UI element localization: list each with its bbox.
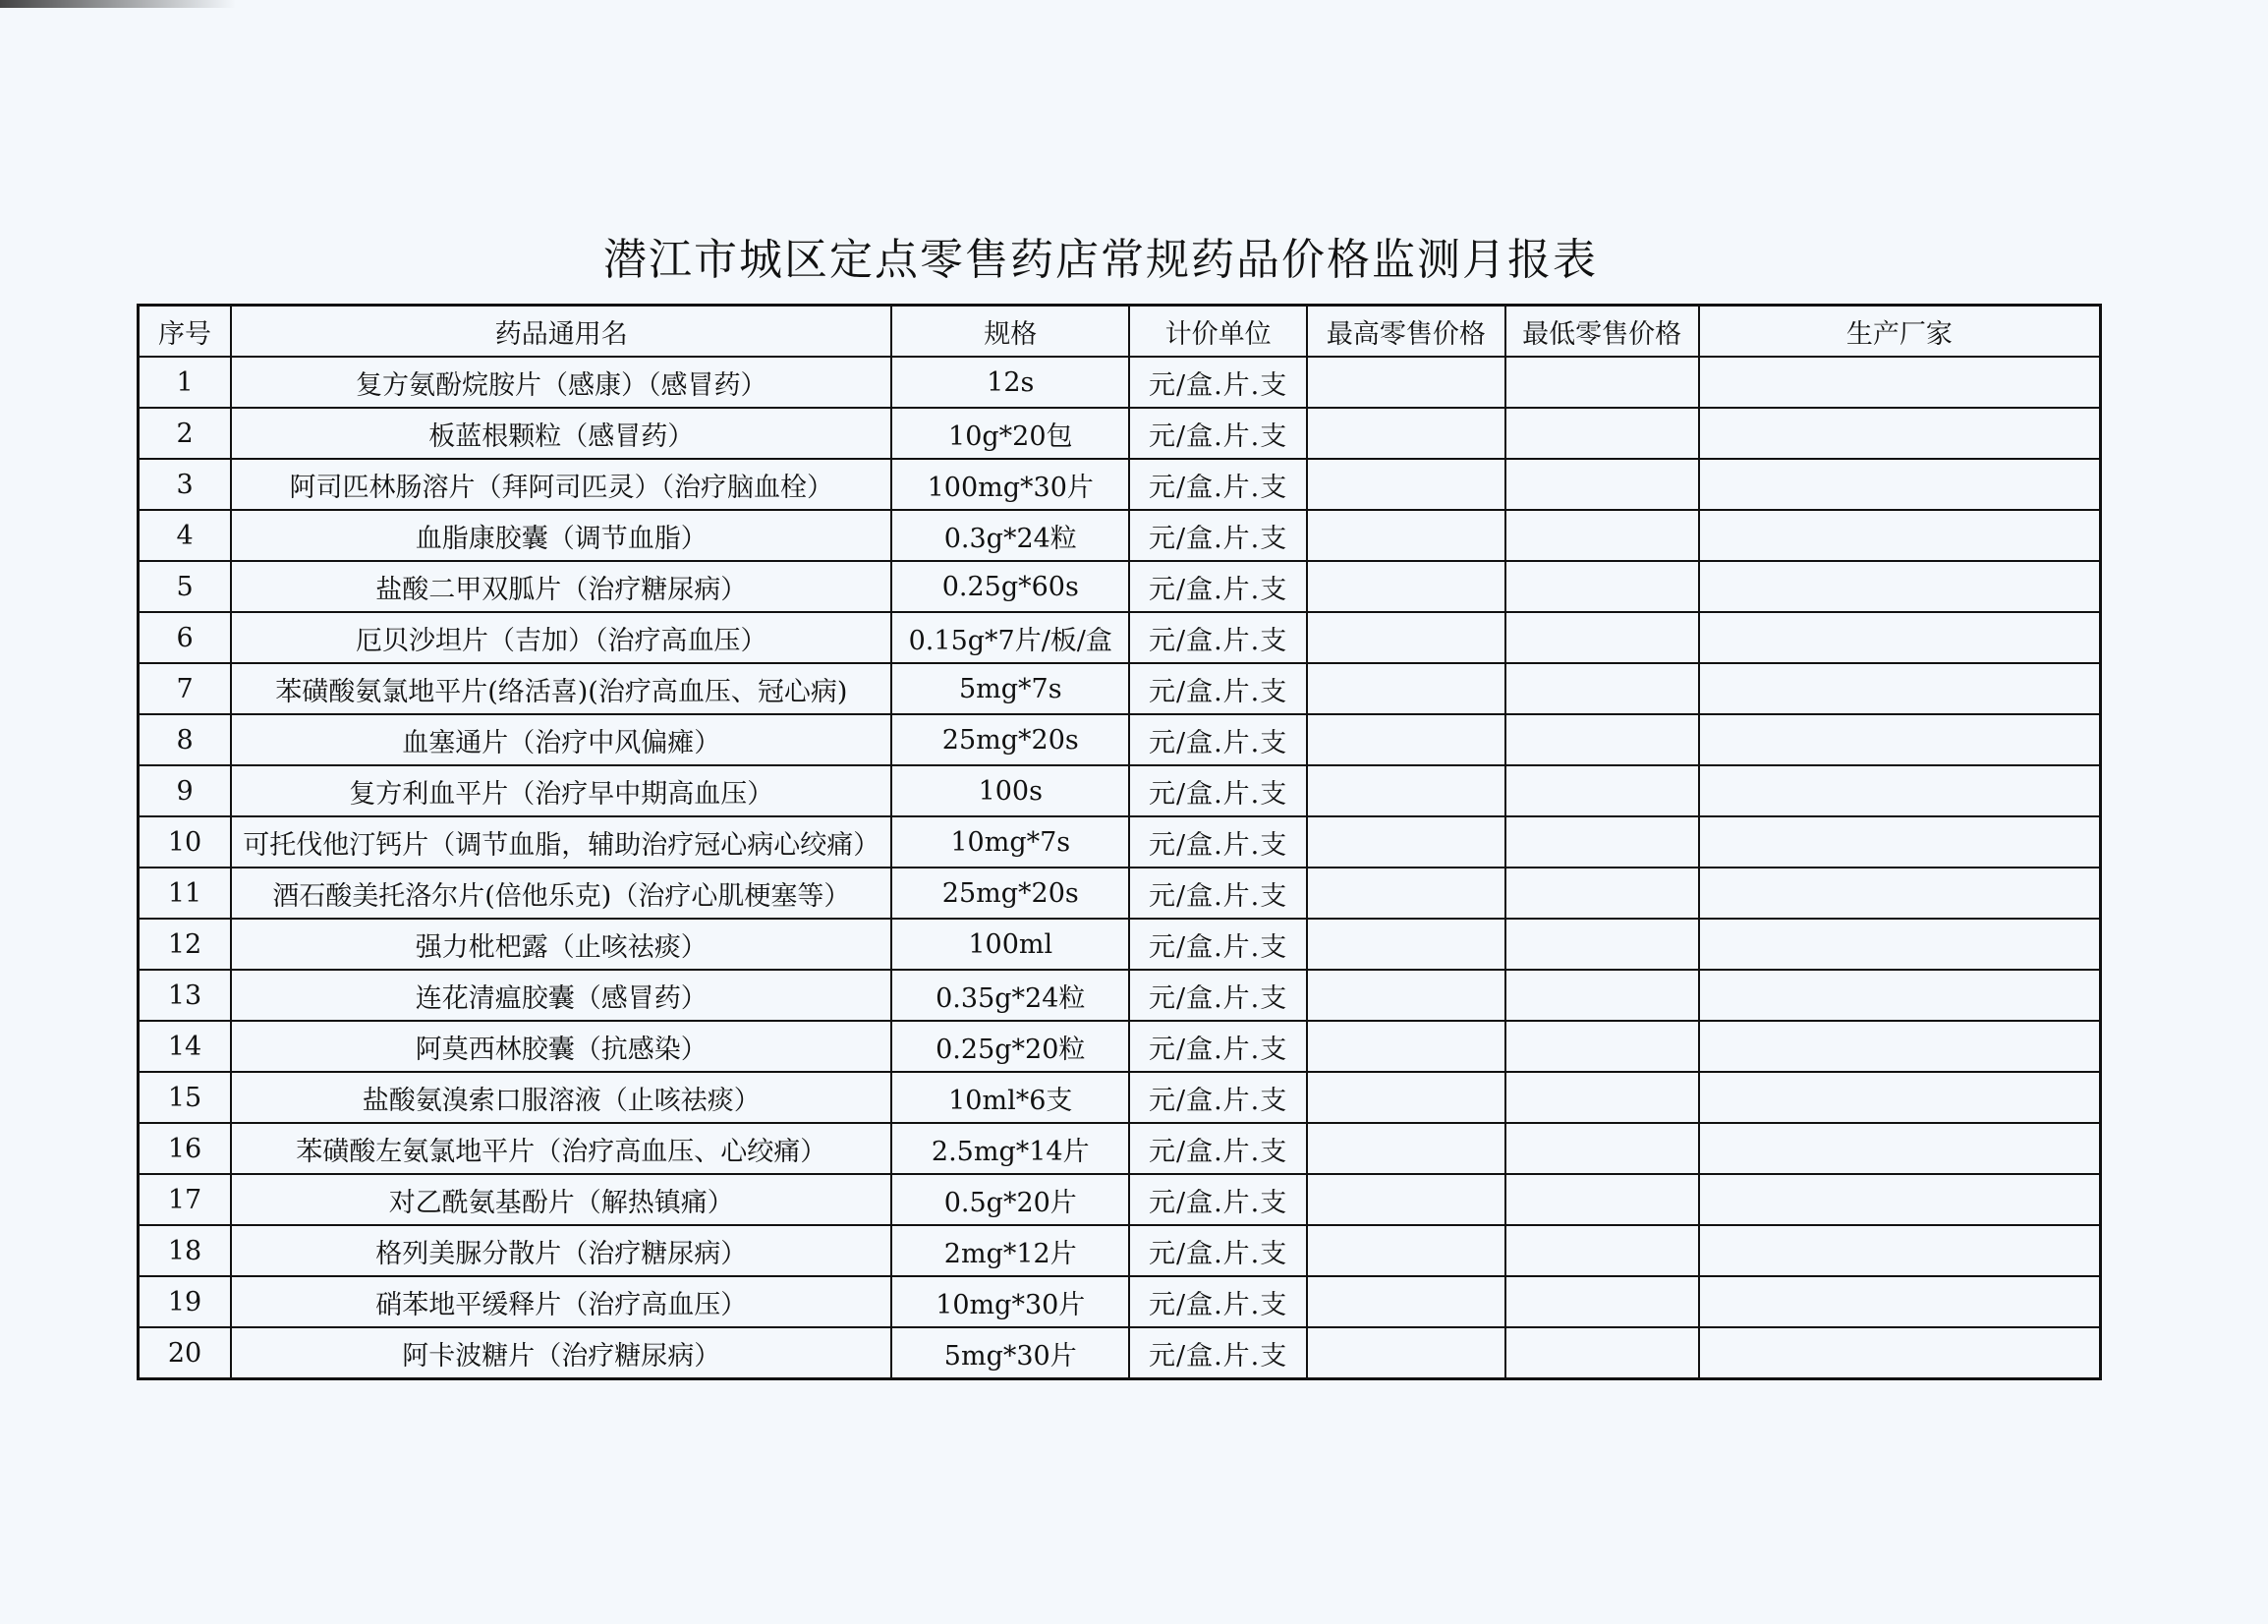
table-body [139, 357, 2101, 1379]
cell-name: 阿卡波糖片（治疗糖尿病） [231, 1327, 891, 1379]
cell-name: 硝苯地平缓释片（治疗高血压） [231, 1276, 891, 1327]
cell-spec: 12s [891, 357, 1129, 408]
header-max-price: 最高零售价格 [1307, 306, 1504, 358]
cell-name: 复方利血平片（治疗早中期高血压） [231, 765, 891, 816]
cell-no: 15 [139, 1072, 232, 1123]
table-row [139, 510, 2101, 561]
cell-manufacturer [1699, 919, 2101, 970]
cell-min-price [1505, 1225, 1699, 1276]
cell-max-price [1307, 1276, 1504, 1327]
table-row [139, 1123, 2101, 1174]
cell-name: 苯磺酸氨氯地平片(络活喜)(治疗高血压、冠心病) [231, 663, 891, 714]
cell-min-price [1505, 919, 1699, 970]
cell-manufacturer [1699, 765, 2101, 816]
cell-min-price [1505, 1327, 1699, 1379]
table-row [139, 1072, 2101, 1123]
cell-max-price [1307, 919, 1504, 970]
table-row [139, 408, 2101, 459]
cell-min-price [1505, 663, 1699, 714]
cell-spec: 25mg*20s [891, 714, 1129, 765]
cell-unit: 元/盒.片.支 [1129, 765, 1307, 816]
cell-no: 13 [139, 970, 232, 1021]
cell-no: 2 [139, 408, 232, 459]
cell-unit: 元/盒.片.支 [1129, 970, 1307, 1021]
cell-min-price [1505, 561, 1699, 612]
cell-spec: 0.5g*20片 [891, 1174, 1129, 1225]
cell-name: 血塞通片（治疗中风偏瘫） [231, 714, 891, 765]
cell-spec: 10ml*6支 [891, 1072, 1129, 1123]
cell-no: 14 [139, 1021, 232, 1072]
cell-max-price [1307, 510, 1504, 561]
cell-unit: 元/盒.片.支 [1129, 1021, 1307, 1072]
cell-unit: 元/盒.片.支 [1129, 408, 1307, 459]
cell-name: 苯磺酸左氨氯地平片（治疗高血压、心绞痛） [231, 1123, 891, 1174]
cell-no: 19 [139, 1276, 232, 1327]
cell-min-price [1505, 714, 1699, 765]
cell-min-price [1505, 816, 1699, 868]
cell-unit: 元/盒.片.支 [1129, 1174, 1307, 1225]
cell-no: 16 [139, 1123, 232, 1174]
table-row [139, 1327, 2101, 1379]
cell-unit: 元/盒.片.支 [1129, 510, 1307, 561]
cell-max-price [1307, 1021, 1504, 1072]
page-title: 潜江市城区定点零售药店常规药品价格监测月报表 [603, 235, 1598, 285]
header-name: 药品通用名 [231, 306, 891, 358]
cell-min-price [1505, 765, 1699, 816]
cell-spec: 0.25g*60s [891, 561, 1129, 612]
header-min-price: 最低零售价格 [1505, 306, 1699, 358]
cell-manufacturer [1699, 1276, 2101, 1327]
cell-unit: 元/盒.片.支 [1129, 919, 1307, 970]
cell-manufacturer [1699, 816, 2101, 868]
cell-max-price [1307, 816, 1504, 868]
table-row [139, 663, 2101, 714]
table-row [139, 1174, 2101, 1225]
cell-name: 血脂康胶囊（调节血脂） [231, 510, 891, 561]
cell-name: 格列美脲分散片（治疗糖尿病） [231, 1225, 891, 1276]
cell-manufacturer [1699, 970, 2101, 1021]
table-row [139, 868, 2101, 919]
cell-no: 20 [139, 1327, 232, 1379]
price-monitoring-table [137, 304, 2102, 1380]
table-row [139, 459, 2101, 510]
cell-name: 强力枇杷露（止咳祛痰） [231, 919, 891, 970]
cell-spec: 100mg*30片 [891, 459, 1129, 510]
cell-spec: 2mg*12片 [891, 1225, 1129, 1276]
cell-no: 7 [139, 663, 232, 714]
cell-no: 9 [139, 765, 232, 816]
cell-max-price [1307, 561, 1504, 612]
cell-min-price [1505, 408, 1699, 459]
cell-unit: 元/盒.片.支 [1129, 1072, 1307, 1123]
cell-unit: 元/盒.片.支 [1129, 816, 1307, 868]
table-row [139, 1021, 2101, 1072]
cell-spec: 25mg*20s [891, 868, 1129, 919]
table-row [139, 714, 2101, 765]
header-manufacturer: 生产厂家 [1699, 306, 2101, 358]
cell-unit: 元/盒.片.支 [1129, 459, 1307, 510]
cell-no: 12 [139, 919, 232, 970]
cell-manufacturer [1699, 1225, 2101, 1276]
cell-max-price [1307, 612, 1504, 663]
cell-no: 4 [139, 510, 232, 561]
cell-no: 8 [139, 714, 232, 765]
cell-manufacturer [1699, 612, 2101, 663]
cell-spec: 0.15g*7片/板/盒 [891, 612, 1129, 663]
cell-manufacturer [1699, 1327, 2101, 1379]
cell-name: 板蓝根颗粒（感冒药） [231, 408, 891, 459]
cell-no: 5 [139, 561, 232, 612]
cell-spec: 0.25g*20粒 [891, 1021, 1129, 1072]
cell-manufacturer [1699, 561, 2101, 612]
table-row [139, 561, 2101, 612]
cell-min-price [1505, 868, 1699, 919]
cell-unit: 元/盒.片.支 [1129, 868, 1307, 919]
header-unit: 计价单位 [1129, 306, 1307, 358]
cell-manufacturer [1699, 357, 2101, 408]
cell-no: 10 [139, 816, 232, 868]
cell-min-price [1505, 510, 1699, 561]
cell-manufacturer [1699, 1021, 2101, 1072]
cell-spec: 2.5mg*14片 [891, 1123, 1129, 1174]
cell-no: 11 [139, 868, 232, 919]
scan-edge-shadow [0, 0, 236, 8]
cell-no: 3 [139, 459, 232, 510]
cell-name: 阿莫西林胶囊（抗感染） [231, 1021, 891, 1072]
table-row [139, 765, 2101, 816]
cell-manufacturer [1699, 714, 2101, 765]
cell-unit: 元/盒.片.支 [1129, 1225, 1307, 1276]
cell-max-price [1307, 1327, 1504, 1379]
table-row [139, 919, 2101, 970]
cell-unit: 元/盒.片.支 [1129, 561, 1307, 612]
cell-manufacturer [1699, 663, 2101, 714]
cell-spec: 10mg*30片 [891, 1276, 1129, 1327]
cell-spec: 5mg*30片 [891, 1327, 1129, 1379]
table-header-row [139, 306, 2101, 358]
cell-min-price [1505, 459, 1699, 510]
cell-unit: 元/盒.片.支 [1129, 1123, 1307, 1174]
cell-spec: 10mg*7s [891, 816, 1129, 868]
cell-min-price [1505, 1072, 1699, 1123]
table-row [139, 1225, 2101, 1276]
header-spec: 规格 [891, 306, 1129, 358]
cell-name: 厄贝沙坦片（吉加）（治疗高血压） [231, 612, 891, 663]
cell-spec: 5mg*7s [891, 663, 1129, 714]
cell-name: 酒石酸美托洛尔片(倍他乐克)（治疗心肌梗塞等） [231, 868, 891, 919]
cell-no: 17 [139, 1174, 232, 1225]
cell-name: 可托伐他汀钙片（调节血脂，辅助治疗冠心病心绞痛） [231, 816, 891, 868]
cell-manufacturer [1699, 408, 2101, 459]
cell-max-price [1307, 408, 1504, 459]
cell-unit: 元/盒.片.支 [1129, 612, 1307, 663]
cell-max-price [1307, 1072, 1504, 1123]
cell-min-price [1505, 1276, 1699, 1327]
cell-manufacturer [1699, 1123, 2101, 1174]
cell-min-price [1505, 1021, 1699, 1072]
cell-min-price [1505, 1174, 1699, 1225]
cell-name: 复方氨酚烷胺片（感康）（感冒药） [231, 357, 891, 408]
cell-max-price [1307, 1225, 1504, 1276]
cell-spec: 10g*20包 [891, 408, 1129, 459]
cell-no: 6 [139, 612, 232, 663]
cell-max-price [1307, 868, 1504, 919]
cell-name: 连花清瘟胶囊（感冒药） [231, 970, 891, 1021]
cell-manufacturer [1699, 510, 2101, 561]
cell-min-price [1505, 612, 1699, 663]
cell-name: 盐酸二甲双胍片（治疗糖尿病） [231, 561, 891, 612]
cell-max-price [1307, 714, 1504, 765]
cell-max-price [1307, 1123, 1504, 1174]
cell-unit: 元/盒.片.支 [1129, 714, 1307, 765]
cell-max-price [1307, 459, 1504, 510]
cell-unit: 元/盒.片.支 [1129, 663, 1307, 714]
cell-name: 盐酸氨溴索口服溶液（止咳祛痰） [231, 1072, 891, 1123]
cell-unit: 元/盒.片.支 [1129, 1276, 1307, 1327]
cell-spec: 100s [891, 765, 1129, 816]
table-row [139, 970, 2101, 1021]
cell-max-price [1307, 765, 1504, 816]
cell-spec: 100ml [891, 919, 1129, 970]
cell-min-price [1505, 970, 1699, 1021]
table-row [139, 1276, 2101, 1327]
cell-spec: 0.3g*24粒 [891, 510, 1129, 561]
cell-no: 1 [139, 357, 232, 408]
cell-manufacturer [1699, 459, 2101, 510]
cell-name: 阿司匹林肠溶片（拜阿司匹灵）（治疗脑血栓） [231, 459, 891, 510]
cell-max-price [1307, 357, 1504, 408]
table-row [139, 816, 2101, 868]
table-row [139, 612, 2101, 663]
cell-manufacturer [1699, 1072, 2101, 1123]
cell-unit: 元/盒.片.支 [1129, 1327, 1307, 1379]
cell-no: 18 [139, 1225, 232, 1276]
cell-manufacturer [1699, 1174, 2101, 1225]
cell-spec: 0.35g*24粒 [891, 970, 1129, 1021]
cell-min-price [1505, 357, 1699, 408]
cell-max-price [1307, 970, 1504, 1021]
cell-manufacturer [1699, 868, 2101, 919]
cell-name: 对乙酰氨基酚片（解热镇痛） [231, 1174, 891, 1225]
cell-max-price [1307, 663, 1504, 714]
table-row [139, 357, 2101, 408]
cell-max-price [1307, 1174, 1504, 1225]
header-no: 序号 [139, 306, 232, 358]
cell-min-price [1505, 1123, 1699, 1174]
cell-unit: 元/盒.片.支 [1129, 357, 1307, 408]
